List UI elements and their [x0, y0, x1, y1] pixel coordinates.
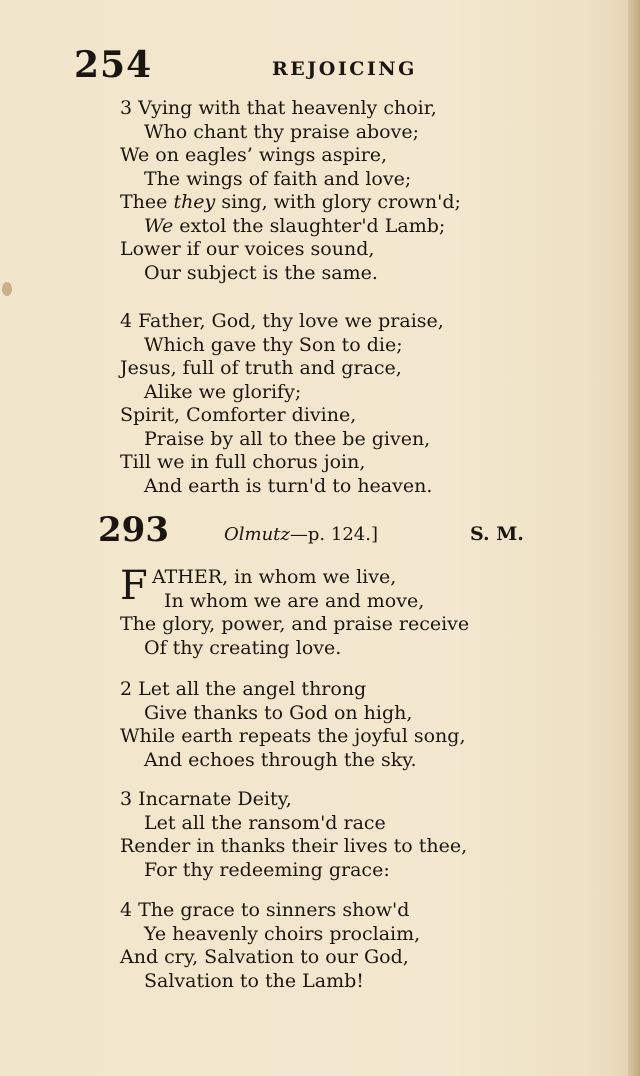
verse-line: The wings of faith and love;	[144, 167, 412, 190]
verse-line: And cry, Salvation to our God,	[120, 946, 409, 968]
verse-line: In whom we are and move,	[164, 589, 425, 612]
verse-line: 3 Incarnate Deity,	[120, 788, 292, 810]
hymn-293-verse-4	[120, 899, 520, 993]
verse-line: 3 Vying with that heavenly choir,	[120, 97, 437, 119]
verse-line: 2 Let all the angel throng	[120, 678, 367, 700]
verse-line: ATHER, in whom we live,	[152, 566, 397, 588]
verse-line: Who chant thy praise above;	[144, 120, 419, 143]
prev-hymn-verse-3	[120, 97, 520, 285]
page-header	[74, 44, 434, 88]
verse-line: Give thanks to God on high,	[144, 701, 413, 724]
verse-line: Thee they sing, with glory crown'd;	[120, 191, 461, 213]
prev-hymn-verse-4	[120, 310, 520, 498]
verse-line: We extol the slaughter'd Lamb;	[144, 214, 446, 237]
hymn-heading	[98, 510, 538, 554]
verse-line: Jesus, full of truth and grace,	[120, 357, 402, 379]
page-number: 254	[74, 44, 153, 86]
tune-name: Olmutz	[224, 524, 290, 545]
verse-line: Lower if our voices sound,	[120, 238, 375, 260]
page-edge	[628, 0, 640, 1076]
verse-line: Salvation to the Lamb!	[144, 969, 364, 992]
verse-line: We on eagles’ wings aspire,	[120, 144, 388, 166]
verse-line: And earth is turn'd to heaven.	[144, 474, 433, 497]
tune-page: —p. 124.]	[289, 524, 378, 545]
hymn-293-verse-2	[120, 678, 520, 772]
verse-line: Our subject is the same.	[144, 261, 378, 284]
verse-line: The glory, power, and praise receive	[120, 613, 470, 635]
verse-line: And echoes through the sky.	[144, 748, 417, 771]
verse-line: 4 Father, God, thy love we praise,	[120, 310, 444, 332]
verse-line: For thy redeeming grace:	[144, 858, 390, 881]
paper-stain	[2, 282, 12, 296]
verse-line: Praise by all to thee be given,	[144, 427, 431, 450]
drop-cap: F	[120, 563, 148, 609]
emphasis: they	[173, 191, 216, 213]
hymn-number: 293	[98, 510, 169, 550]
verse-line: 4 The grace to sinners show'd	[120, 899, 410, 921]
tune-reference	[224, 524, 378, 545]
verse-line: Which gave thy Son to die;	[144, 333, 403, 356]
hymn-293-verse-1	[120, 563, 530, 660]
verse-line: Spirit, Comforter divine,	[120, 404, 357, 426]
meter: S. M.	[470, 523, 524, 545]
hymn-293-verse-3	[120, 788, 520, 882]
emphasis: We	[144, 214, 174, 237]
running-head: REJOICING	[272, 58, 417, 80]
verse-line: Ye heavenly choirs proclaim,	[144, 922, 421, 945]
verse-line: Let all the ransom'd race	[144, 811, 386, 834]
verse-line: Till we in full chorus join,	[120, 451, 366, 473]
verse-line: Render in thanks their lives to thee,	[120, 835, 468, 857]
verse-line: While earth repeats the joyful song,	[120, 725, 466, 747]
verse-line: Of thy creating love.	[144, 636, 342, 659]
verse-line: Alike we glorify;	[144, 380, 302, 403]
